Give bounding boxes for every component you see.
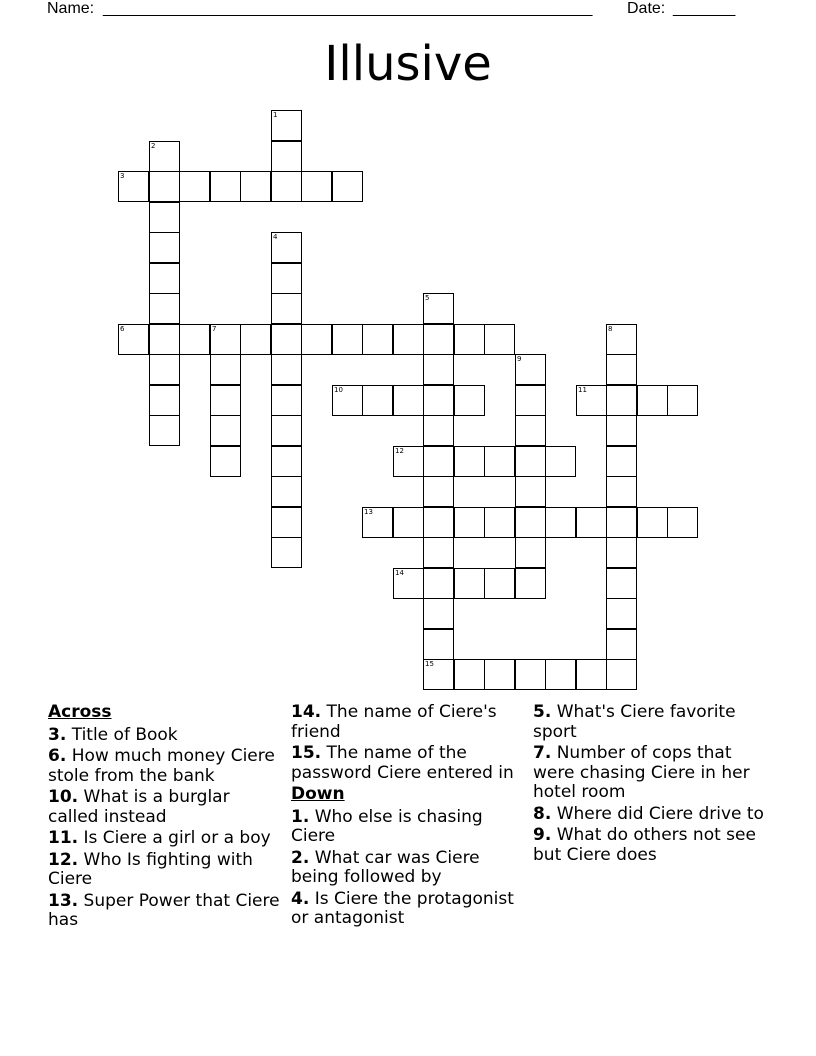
clue-number: 10 <box>334 386 343 394</box>
crossword-cell[interactable] <box>545 507 576 538</box>
crossword-cell[interactable] <box>423 659 454 690</box>
crossword-cell[interactable] <box>271 110 302 141</box>
crossword-cell[interactable] <box>149 385 180 416</box>
clues-column-3 <box>533 703 773 867</box>
crossword-cell[interactable] <box>576 507 607 538</box>
crossword-cell[interactable] <box>301 324 332 355</box>
crossword-cell[interactable] <box>149 232 180 263</box>
crossword-cell[interactable] <box>423 629 454 660</box>
crossword-cell[interactable] <box>606 629 637 660</box>
crossword-cell[interactable] <box>179 324 210 355</box>
crossword-cell[interactable] <box>454 446 485 477</box>
crossword-cell[interactable] <box>637 385 668 416</box>
crossword-cell[interactable] <box>179 171 210 202</box>
crossword-cell[interactable] <box>423 568 454 599</box>
crossword-cell[interactable] <box>149 293 180 324</box>
clue-across-14: 14. The name of Ciere's friend <box>291 702 497 742</box>
crossword-cell[interactable] <box>271 507 302 538</box>
crossword-cell[interactable] <box>271 293 302 324</box>
crossword-cell[interactable] <box>667 507 698 538</box>
crossword-cell[interactable] <box>423 385 454 416</box>
crossword-cell[interactable] <box>271 446 302 477</box>
crossword-cell[interactable] <box>606 659 637 690</box>
crossword-cell[interactable] <box>149 202 180 233</box>
crossword-cell[interactable] <box>637 507 668 538</box>
crossword-cell[interactable] <box>149 171 180 202</box>
clue-down-5: 5. What's Ciere favorite sport <box>533 702 736 742</box>
crossword-cell[interactable] <box>271 354 302 385</box>
crossword-cell[interactable] <box>515 659 546 690</box>
crossword-cell[interactable] <box>454 659 485 690</box>
crossword-cell[interactable] <box>423 598 454 629</box>
crossword-cell[interactable] <box>271 537 302 568</box>
clue-number: 15 <box>425 660 434 668</box>
crossword-cell[interactable] <box>423 293 454 324</box>
crossword-cell[interactable] <box>606 507 637 538</box>
clue-across-10: 10. What is a burglar called instead <box>48 787 230 827</box>
crossword-cell[interactable] <box>515 476 546 507</box>
crossword-cell[interactable] <box>271 385 302 416</box>
crossword-cell[interactable] <box>423 354 454 385</box>
crossword-cell[interactable] <box>515 385 546 416</box>
crossword-cell[interactable] <box>362 385 393 416</box>
crossword-cell[interactable] <box>423 476 454 507</box>
crossword-cell[interactable] <box>149 324 180 355</box>
crossword-cell[interactable] <box>393 385 424 416</box>
clue-across-11: 11. Is Ciere a girl or a boy <box>48 828 271 848</box>
crossword-cell[interactable] <box>515 415 546 446</box>
clue-down-9: 9. What do others not see but Ciere does <box>533 825 756 865</box>
clue-down-2: 2. What car was Ciere being followed by <box>291 847 480 887</box>
clue-number: 6 <box>120 325 125 333</box>
crossword-cell[interactable] <box>515 354 546 385</box>
clue-down-1: 1. Who else is chasing Ciere <box>291 806 483 846</box>
clues-column-2 <box>291 703 531 931</box>
crossword-cell[interactable] <box>118 171 149 202</box>
name-blank-line[interactable]: _______________________________________________________ <box>103 0 593 17</box>
clue-number: 12 <box>395 447 404 455</box>
crossword-cell[interactable] <box>515 507 546 538</box>
crossword-cell[interactable] <box>210 415 241 446</box>
crossword-cell[interactable] <box>149 263 180 294</box>
crossword-cell[interactable] <box>545 659 576 690</box>
crossword-cell[interactable] <box>423 537 454 568</box>
crossword-cell[interactable] <box>240 171 271 202</box>
crossword-cell[interactable] <box>667 385 698 416</box>
crossword-cell[interactable] <box>423 324 454 355</box>
crossword-cell[interactable] <box>606 354 637 385</box>
crossword-cell[interactable] <box>423 415 454 446</box>
crossword-cell[interactable] <box>454 507 485 538</box>
crossword-cell[interactable] <box>484 324 515 355</box>
clue-number: 1 <box>273 111 278 119</box>
date-blank-line[interactable]: _______ <box>673 0 736 17</box>
crossword-cell[interactable] <box>271 171 302 202</box>
down-heading: Down <box>291 784 345 804</box>
clue-number: 2 <box>151 142 156 150</box>
crossword-cell[interactable] <box>393 507 424 538</box>
clue-number: 9 <box>517 355 522 363</box>
crossword-cell[interactable] <box>606 385 637 416</box>
crossword-cell[interactable] <box>362 324 393 355</box>
crossword-cell[interactable] <box>515 568 546 599</box>
crossword-cell[interactable] <box>332 385 363 416</box>
puzzle-title: Illusive <box>324 36 492 92</box>
crossword-cell[interactable] <box>515 446 546 477</box>
crossword-cell[interactable] <box>332 324 363 355</box>
crossword-cell[interactable] <box>393 568 424 599</box>
crossword-cell[interactable] <box>210 324 241 355</box>
clue-number: 8 <box>608 325 613 333</box>
clue-across-6: 6. How much money Ciere stole from the bank <box>48 746 275 786</box>
clue-down-4: 4. Is Ciere the protagonist or antagonist <box>291 888 514 928</box>
across-heading: Across <box>48 702 112 722</box>
clue-number: 13 <box>364 508 373 516</box>
crossword-cell[interactable] <box>606 324 637 355</box>
name-label: Name: <box>47 0 95 17</box>
crossword-cell[interactable] <box>423 507 454 538</box>
crossword-cell[interactable] <box>454 568 485 599</box>
crossword-cell[interactable] <box>210 385 241 416</box>
crossword-cell[interactable] <box>149 141 180 172</box>
crossword-cell[interactable] <box>606 476 637 507</box>
clue-across-3: 3. Title of Book <box>48 724 178 745</box>
crossword-cell[interactable] <box>576 385 607 416</box>
crossword-cell[interactable] <box>454 385 485 416</box>
crossword-cell[interactable] <box>606 598 637 629</box>
clue-number: 11 <box>578 386 587 394</box>
crossword-cell[interactable] <box>393 324 424 355</box>
clue-number: 3 <box>120 172 125 180</box>
crossword-cell[interactable] <box>271 324 302 355</box>
crossword-cell[interactable] <box>149 415 180 446</box>
crossword-cell[interactable] <box>271 141 302 172</box>
crossword-cell[interactable] <box>515 537 546 568</box>
crossword-cell[interactable] <box>271 263 302 294</box>
crossword-cell[interactable] <box>271 415 302 446</box>
crossword-cell[interactable] <box>271 232 302 263</box>
crossword-cell[interactable] <box>210 446 241 477</box>
crossword-cell[interactable] <box>484 659 515 690</box>
clue-across-12: 12. Who Is fighting with Ciere <box>48 849 253 889</box>
clue-number: 4 <box>273 233 278 241</box>
clue-down-7: 7. Number of cops that were chasing Ciere in her hotel room <box>533 743 750 802</box>
crossword-cell[interactable] <box>332 171 363 202</box>
date-label: Date: <box>627 0 666 17</box>
crossword-cell[interactable] <box>606 568 637 599</box>
clue-across-15: 15. The name of the password Ciere entered in <box>291 743 514 783</box>
crossword-cell[interactable] <box>606 415 637 446</box>
crossword-cell[interactable] <box>393 446 424 477</box>
crossword-cell[interactable] <box>271 476 302 507</box>
crossword-cell[interactable] <box>149 354 180 385</box>
crossword-cell[interactable] <box>210 354 241 385</box>
crossword-cell[interactable] <box>484 446 515 477</box>
crossword-cell[interactable] <box>484 568 515 599</box>
crossword-cell[interactable] <box>240 324 271 355</box>
clues-column-1 <box>48 703 283 933</box>
crossword-cell[interactable] <box>118 324 149 355</box>
crossword-cell[interactable] <box>576 659 607 690</box>
crossword-cell[interactable] <box>210 171 241 202</box>
crossword-cell[interactable] <box>545 446 576 477</box>
crossword-cell[interactable] <box>606 537 637 568</box>
crossword-cell[interactable] <box>484 507 515 538</box>
crossword-cell[interactable] <box>301 171 332 202</box>
crossword-cell[interactable] <box>454 324 485 355</box>
clue-number: 5 <box>425 294 430 302</box>
clue-number: 14 <box>395 569 404 577</box>
clue-down-8: 8. Where did Ciere drive to <box>533 803 764 824</box>
crossword-cell[interactable] <box>606 446 637 477</box>
clue-number: 7 <box>212 325 217 333</box>
crossword-cell[interactable] <box>423 446 454 477</box>
crossword-cell[interactable] <box>362 507 393 538</box>
clue-across-13: 13. Super Power that Ciere has <box>48 890 280 930</box>
